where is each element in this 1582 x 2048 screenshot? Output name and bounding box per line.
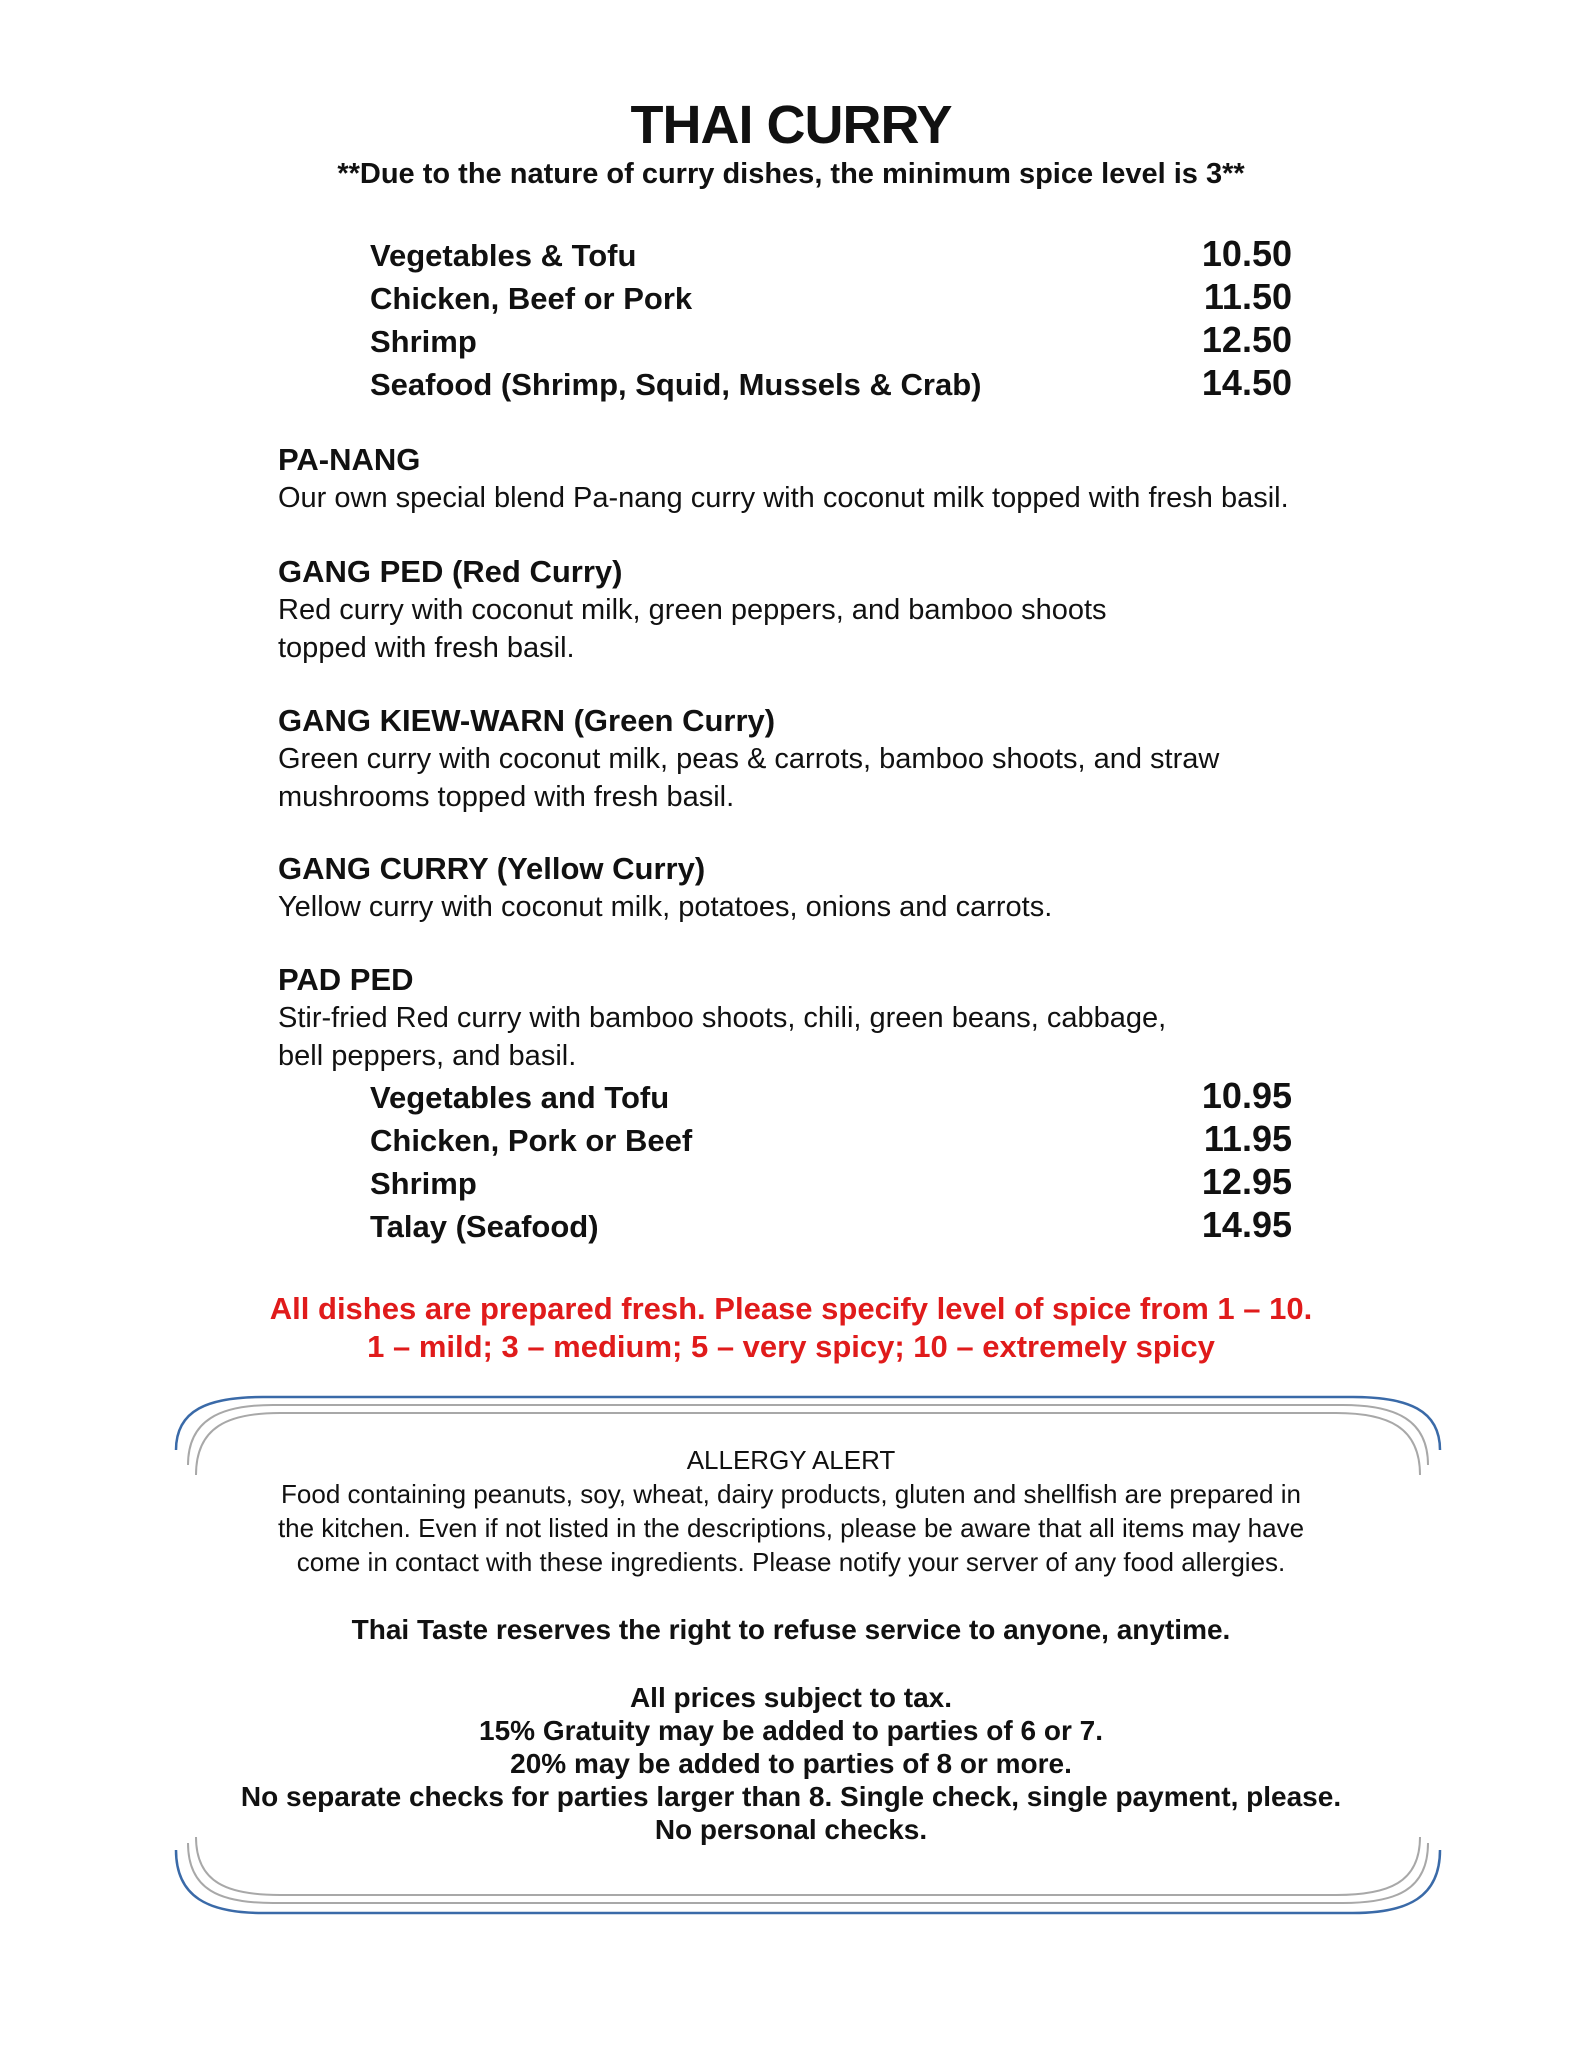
dish-name: GANG CURRY (Yellow Curry): [278, 851, 706, 886]
dish-description: mushrooms topped with fresh basil.: [278, 781, 735, 813]
policy-line: No separate checks for parties larger than 8. Single check, single payment, please.: [240, 1781, 1342, 1812]
dish-description: Red curry with coconut milk, green peppers, and bamboo shoots: [278, 594, 1107, 626]
dish-name: GANG PED (Red Curry): [278, 554, 623, 589]
dish-description: topped with fresh basil.: [278, 632, 575, 664]
dish-name: PA-NANG: [278, 442, 421, 477]
dish-description: Yellow curry with coconut milk, potatoes, onions and carrots.: [278, 891, 1053, 923]
price-item-name: Vegetables & Tofu: [370, 238, 637, 273]
price-item-name: Shrimp: [370, 324, 477, 359]
dish-description: Our own special blend Pa-nang curry with coconut milk topped with fresh basil.: [278, 482, 1289, 514]
price-row: [370, 362, 1292, 405]
price-item-value: 14.50: [1201, 362, 1292, 403]
price-item-name: Shrimp: [370, 1166, 477, 1201]
policy-line: No personal checks.: [654, 1814, 928, 1845]
dish-description: Green curry with coconut milk, peas & carrots, bamboo shoots, and straw: [278, 743, 1220, 775]
price-item-value: 11.50: [1203, 276, 1292, 317]
price-row: [370, 1161, 1292, 1204]
spice-notice-line-1: All dishes are prepared fresh. Please specify level of spice from 1 – 10.: [269, 1291, 1313, 1326]
price-item-value: 10.50: [1201, 233, 1292, 274]
spice-minimum-note: **Due to the nature of curry dishes, the minimum spice level is 3**: [337, 158, 1245, 190]
dish-gang-kiew-warn: [278, 702, 1408, 816]
price-row: [370, 1204, 1292, 1247]
curry-price-table: [370, 233, 1292, 405]
price-item-name: Chicken, Pork or Beef: [370, 1123, 693, 1158]
allergy-text-line: Food containing peanuts, soy, wheat, dairy products, gluten and shellfish are prepared in: [281, 1479, 1301, 1509]
policy-line: All prices subject to tax.: [629, 1682, 953, 1713]
price-item-value: 10.95: [1201, 1075, 1292, 1116]
price-item-name: Chicken, Beef or Pork: [370, 281, 693, 316]
policy-line: 15% Gratuity may be added to parties of 6 or 7.: [479, 1715, 1103, 1746]
dish-description: bell peppers, and basil.: [278, 1040, 577, 1072]
dish-name: PAD PED: [278, 962, 414, 997]
dish-pa-nang: [278, 441, 1408, 517]
price-item-value: 11.95: [1203, 1118, 1292, 1159]
refuse-service-note: Thai Taste reserves the right to refuse service to anyone, anytime.: [351, 1614, 1231, 1645]
price-item-name: Talay (Seafood): [370, 1209, 599, 1244]
price-row: [370, 1118, 1292, 1161]
spice-notice-line-2: 1 – mild; 3 – medium; 5 – very spicy; 10 – extremely spicy: [367, 1329, 1215, 1364]
price-row: [370, 276, 1292, 319]
dish-pad-ped: [278, 961, 1408, 1075]
page-title: THAI CURRY: [630, 95, 952, 155]
price-row: [370, 319, 1292, 362]
dish-description: Stir-fried Red curry with bamboo shoots, chili, green beans, cabbage,: [278, 1002, 1167, 1034]
price-row: [370, 1075, 1292, 1118]
price-item-name: Vegetables and Tofu: [370, 1080, 670, 1115]
allergy-heading: ALLERGY ALERT: [686, 1445, 896, 1475]
pad-ped-price-table: [370, 1075, 1292, 1247]
dish-name: GANG KIEW-WARN (Green Curry): [278, 703, 776, 738]
price-row: [370, 233, 1292, 276]
allergy-text-line: come in contact with these ingredients. Please notify your server of any food allergies.: [296, 1547, 1286, 1577]
policy-line: 20% may be added to parties of 8 or more.: [510, 1748, 1072, 1779]
price-item-value: 12.50: [1201, 319, 1292, 360]
price-item-value: 14.95: [1201, 1204, 1292, 1245]
allergy-text-line: the kitchen. Even if not listed in the descriptions, please be aware that all items may have: [277, 1513, 1305, 1543]
price-item-value: 12.95: [1201, 1161, 1292, 1202]
dish-gang-ped: [278, 553, 1408, 667]
pricing-policies: [200, 1681, 1382, 1846]
price-item-name: Seafood (Shrimp, Squid, Mussels & Crab): [370, 367, 982, 402]
allergy-alert: [230, 1443, 1352, 1579]
dish-gang-curry: [278, 850, 1408, 926]
